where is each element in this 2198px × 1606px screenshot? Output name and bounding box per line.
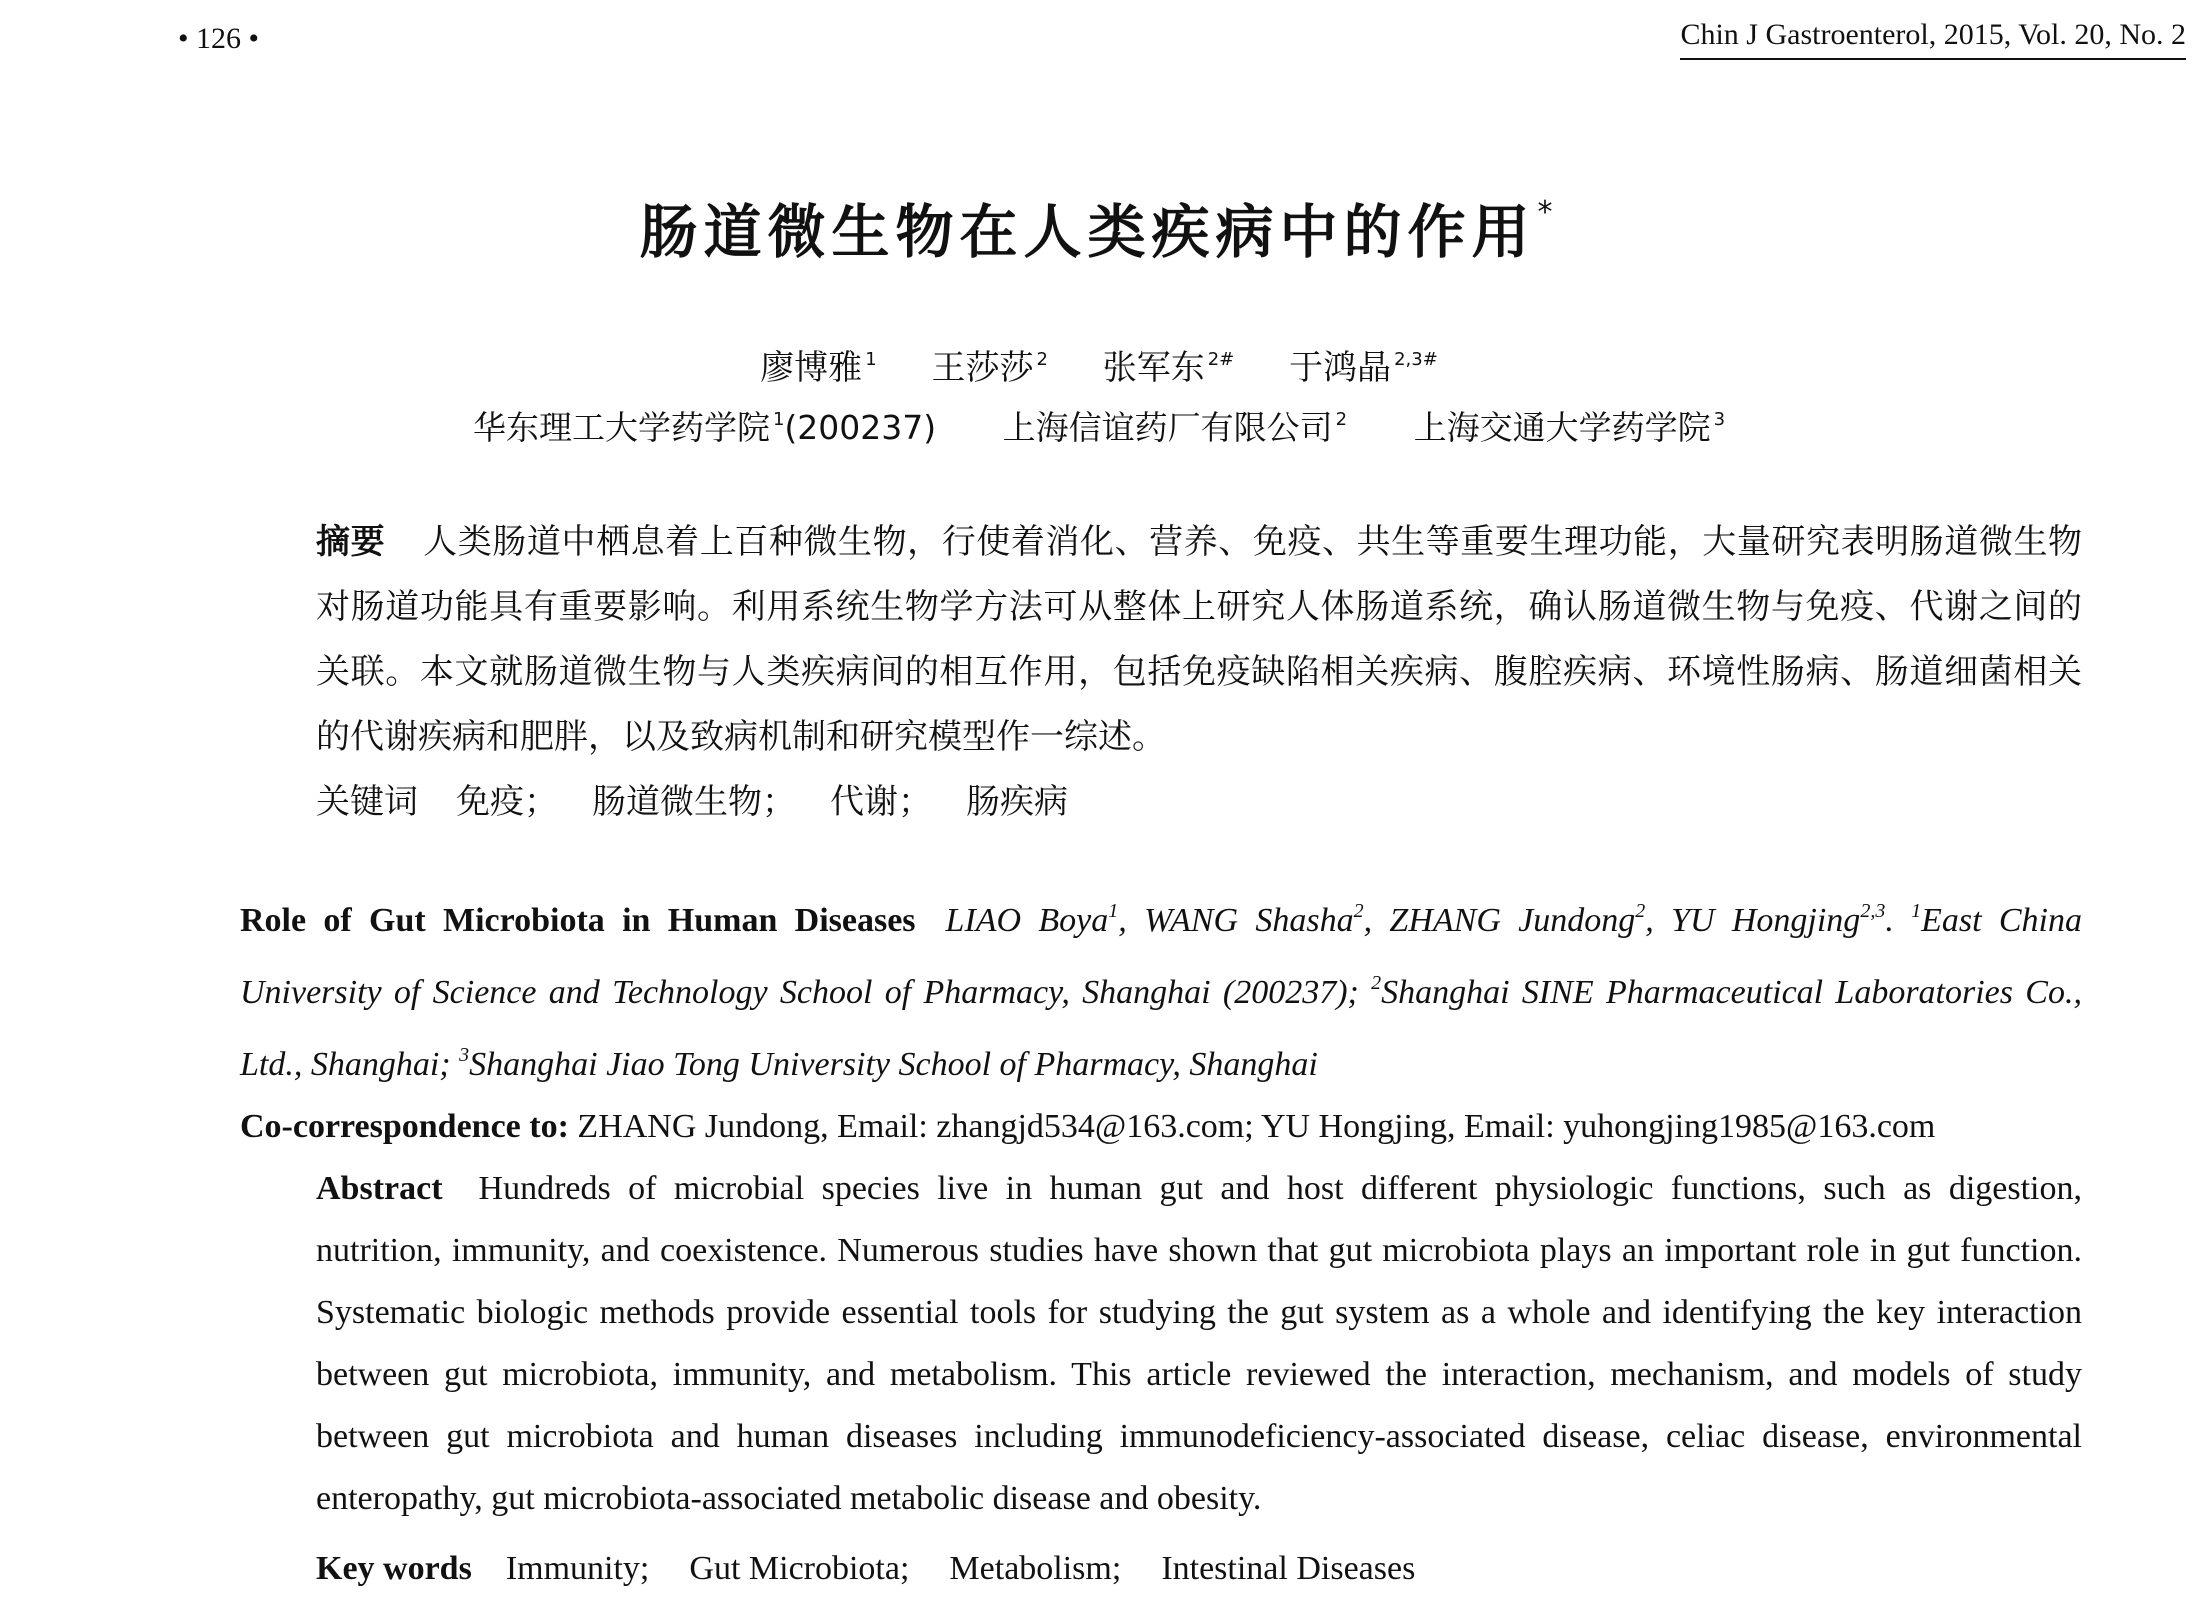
author: 王莎莎 $^2$ bbox=[931, 348, 1048, 388]
english-title-and-authors bbox=[240, 880, 2082, 1096]
chinese-keyword: 肠疾病 bbox=[966, 782, 1068, 822]
correspondence bbox=[240, 1096, 2082, 1158]
chinese-keyword: 肠道微生物； bbox=[592, 782, 796, 822]
english-keyword: Metabolism; bbox=[949, 1550, 1122, 1587]
english-author: WANG Shasha$^2$, bbox=[1144, 900, 1390, 939]
title-footnote-mark: * bbox=[1537, 195, 1559, 230]
chinese-keywords bbox=[240, 770, 2082, 835]
correspondence-label: Co-correspondence to: bbox=[240, 1108, 569, 1145]
correspondence-text: ZHANG Jundong, Email: zhangjd534@163.com; YU Hongjing, Email: yuhongjing1985@163.com bbox=[577, 1108, 1936, 1145]
english-title: Role of Gut Microbiota in Human Diseases bbox=[240, 902, 916, 939]
article-title-text: 肠道微生物在人类疾病中的作用 bbox=[639, 198, 1536, 266]
english-keyword: Intestinal Diseases bbox=[1161, 1550, 1416, 1587]
affiliation: 上海交通大学药学院 $^3$ bbox=[1413, 408, 1726, 447]
english-author: YU Hongjing$^{2,3}$. bbox=[1671, 900, 1912, 939]
chinese-abstract-text: 人类肠道中栖息着上百种微生物，行使着消化、营养、免疫、共生等重要生理功能，大量研究表明肠道微生物对肠道功能具有重要影响。利用系统生物学方法可从整体上研究人体肠道系统，确认肠道微生物与免疫、代谢之间的关联。本文就肠道微生物与人类疾病间的相互作用，包括免疫缺陷相关疾病、腹腔疾病、环境性肠病、肠道细菌相关的代谢疾病和肥胖，以及致病机制和研究模型作一综述。 bbox=[316, 522, 2083, 757]
author: 张军东 $^{2\#}$ bbox=[1102, 348, 1235, 388]
english-abstract bbox=[240, 1158, 2082, 1530]
chinese-keywords-label: 关键词 bbox=[316, 782, 418, 822]
english-keyword: Gut Microbiota; bbox=[689, 1550, 910, 1587]
affiliation-list bbox=[0, 402, 2198, 449]
english-author: ZHANG Jundong$^2$, bbox=[1389, 900, 1672, 939]
author-list bbox=[0, 340, 2198, 389]
english-keyword: Immunity; bbox=[505, 1550, 650, 1587]
english-abstract-text: Hundreds of microbial species live in human gut and host different physiologic functions, such as digestion, nutrition, immunity, and coexistence. Numerous studies have shown that gut microbiota plays an important role in gut function. Systematic biologic methods provide essential tools for studying the gut system as a whole and identifying the key interaction between gut microbiota, immunity, and metabolism. This article reviewed the interaction, mechanism, and models of study between gut microbiota and human diseases including immunodeficiency-associated disease, celiac disease, environmental enteropathy, gut microbiota-associated metabolic disease and obesity. bbox=[316, 1170, 2082, 1517]
english-abstract-label: Abstract bbox=[316, 1170, 443, 1207]
journal-running-head: Chin J Gastroenterol, 2015, Vol. 20, No. 2 bbox=[1680, 18, 2186, 60]
affiliation: 上海信谊药厂有限公司 $^2$ bbox=[1002, 408, 1348, 447]
english-author: LIAO Boya$^1$, bbox=[945, 900, 1145, 939]
page-number: • 126 • bbox=[178, 22, 260, 55]
affiliation: 华东理工大学药学院 $^1$(200237) bbox=[472, 408, 937, 447]
english-keywords-label: Key words bbox=[316, 1550, 472, 1587]
english-keywords bbox=[240, 1538, 2082, 1600]
chinese-keyword: 免疫； bbox=[456, 782, 558, 822]
english-affiliation: $^2$Shanghai SINE Pharmaceutical Laboratories Co., Ltd., Shanghai; bbox=[240, 972, 2082, 1083]
chinese-keyword: 代谢； bbox=[830, 782, 932, 822]
author: 于鸿晶 $^{2,3\#}$ bbox=[1289, 348, 1438, 388]
chinese-abstract bbox=[240, 510, 2082, 770]
english-section bbox=[240, 880, 2082, 1600]
english-affiliation: $^1$East China University of Science and Technology School of Pharmacy, Shanghai (200237); bbox=[240, 900, 2083, 1011]
article-title bbox=[0, 185, 2198, 269]
chinese-abstract-label: 摘要 bbox=[316, 522, 386, 562]
author: 廖博雅 $^1$ bbox=[760, 348, 877, 388]
english-affiliation: $^3$Shanghai Jiao Tong University School of Pharmacy, Shanghai bbox=[459, 1044, 1318, 1083]
chinese-abstract-section bbox=[240, 510, 2082, 835]
